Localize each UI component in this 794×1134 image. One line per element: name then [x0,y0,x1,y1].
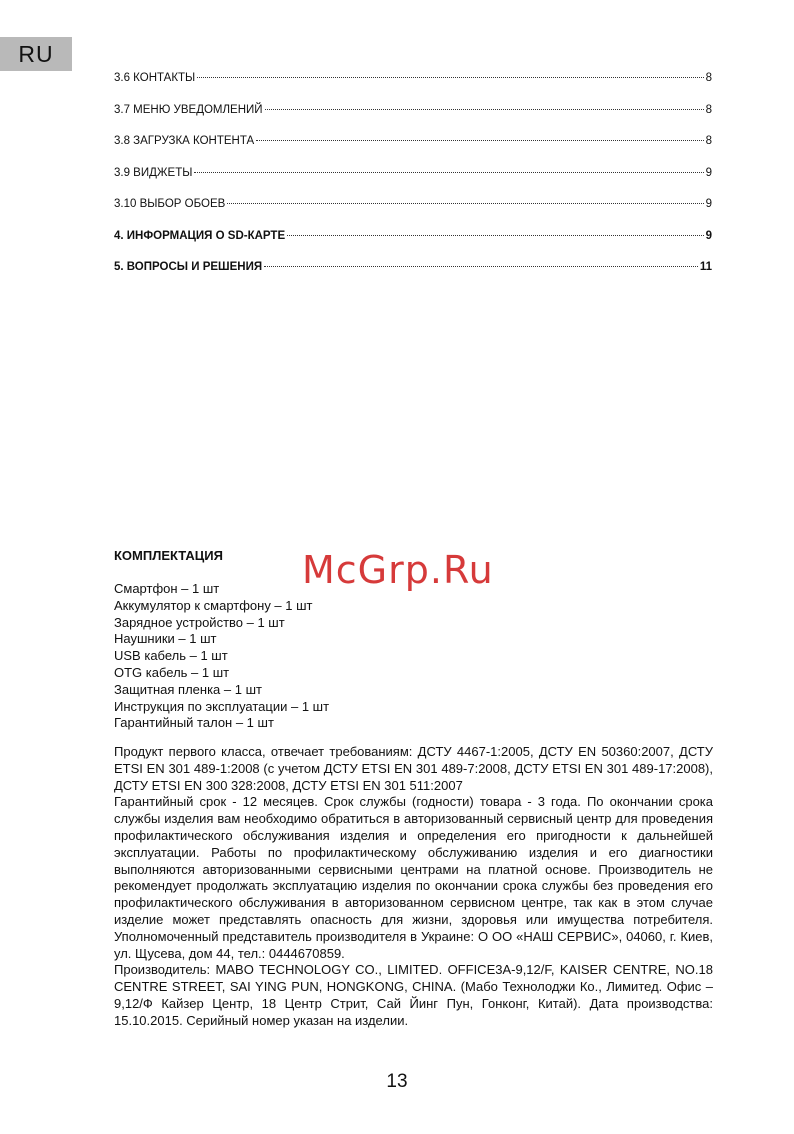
toc-entry-page: 8 [705,72,712,84]
toc-entry-page: 9 [705,229,712,242]
list-item: Смартфон – 1 шт [114,581,220,596]
toc-leader-dots [197,77,703,78]
toc-row[interactable] [114,230,712,262]
toc-leader-dots [287,235,703,236]
list-item: OTG кабель – 1 шт [114,664,230,680]
toc-entry-page: 8 [705,135,712,147]
toc-leader-dots [264,266,698,267]
toc-row[interactable] [114,261,712,293]
list-item: Гарантийный талон – 1 шт [114,715,274,731]
package-contents-title: КОМПЛЕКТАЦИЯ [114,548,223,563]
toc-entry-label: 3.6 КОНТАКТЫ [114,72,196,84]
toc-row[interactable] [114,104,712,136]
toc-entry-label: 3.8 ЗАГРУЗКА КОНТЕНТА [114,135,255,147]
toc-row[interactable] [114,198,712,230]
toc-row[interactable] [114,167,712,199]
toc-entry-label: 3.9 ВИДЖЕТЫ [114,166,193,179]
toc-leader-dots [227,203,703,204]
toc-leader-dots [194,172,703,173]
manufacturer-paragraph: Производитель: MABO TECHNOLOGY CO., LIMITED. OFFICE3A-9,12/F, KAISER CENTRE, NO.18 CENTRE STREET, SAI YING PUN, HONGKONG, CHINA. (Мабо Технолоджи Ко., Лимитед. Офис – 9,12/Ф Кайзер Центр, 18 Центр Стрит, Сай Йинг Пун, Гонконг, Китай). Дата производства: 15.10.2015. Серийный номер указан на изделии. [114,962,713,1028]
legal-text [114,744,713,1030]
list-item: USB кабель – 1 шт [114,648,228,664]
toc-entry-page: 8 [705,103,712,116]
page-number: 13 [386,1071,408,1092]
language-badge: RU [0,37,72,71]
list-item: Зарядное устройство – 1 шт [114,614,285,630]
toc-entry-page: 11 [699,261,712,273]
compliance-paragraph: Продукт первого класса, отвечает требованиям: ДСТУ 4467-1:2005, ДСТУ EN 50360:2007, ДСТУ ETSI EN 301 489-1:2008 (с учетом ДСТУ ETSI EN 301 489-7:2008, ДСТУ ETSI EN 301 489-17:2008), ДСТУ ETSI EN 300 328:2008, ДСТУ ETSI EN 301 511:2007 [114,744,713,793]
toc-entry-label: 3.7 МЕНЮ УВЕДОМЛЕНИЙ [114,103,263,116]
toc-row[interactable] [114,72,712,104]
toc-row[interactable] [114,135,712,167]
toc-entry-page: 9 [705,198,712,210]
package-contents-list [114,581,694,732]
table-of-contents [114,72,712,293]
list-item: Аккумулятор к смартфону – 1 шт [114,597,313,613]
toc-entry-page: 9 [705,166,712,179]
list-item: Наушники – 1 шт [114,631,217,647]
watermark-logo: McGrp.Ru [302,548,494,592]
toc-entry-label: 3.10 ВЫБОР ОБОЕВ [114,198,226,210]
warranty-paragraph: Гарантийный срок - 12 месяцев. Срок службы (годности) товара - 3 года. По окончании срока службы изделия вам необходимо обратиться в авторизованный сервисный центр для проведения профилактического обслуживания изделия и определения его пригодности к дальнейшей эксплуатации. Работы по профилактическому обслуживанию изделия и его диагностики выполняются авторизованными сервисными центрами на платной основе. Производитель не рекомендует продолжать эксплуатацию изделия по окончании срока службы без проведения его профилактического обслуживания в авторизованном сервисном центре, так как в этом случае изделие может представлять опасность для жизни, здоровья или имущества потребителя. Уполномоченный представитель производителя в Украине: О ОО «НАШ СЕРВИС», 04060, г. Киев, ул. Щусева, дом 44, тел.: 0444670859. [114,794,713,961]
list-item: Защитная пленка – 1 шт [114,681,262,697]
toc-leader-dots [256,140,703,141]
toc-leader-dots [265,109,704,110]
toc-entry-label: 5. ВОПРОСЫ И РЕШЕНИЯ [114,261,263,273]
toc-entry-label: 4. ИНФОРМАЦИЯ О SD-КАРТЕ [114,229,286,242]
list-item: Инструкция по эксплуатации – 1 шт [114,698,330,714]
